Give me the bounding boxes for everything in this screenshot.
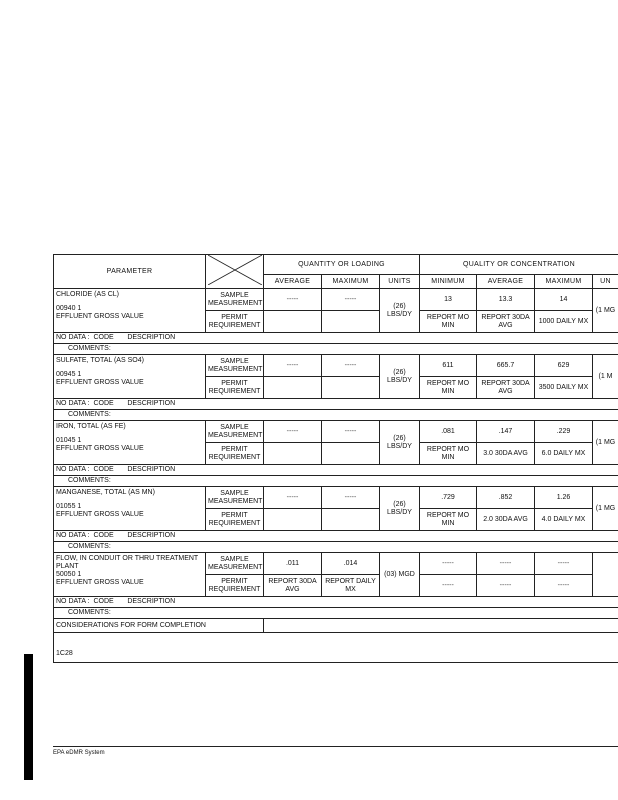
sample-value: .852 bbox=[477, 487, 535, 509]
parameter-header: PARAMETER bbox=[54, 255, 206, 289]
comments-label: COMMENTS: bbox=[68, 411, 111, 418]
sample-value: ----- bbox=[322, 289, 380, 311]
permit-value: REPORT MO MIN bbox=[420, 311, 477, 333]
parameter-cell bbox=[54, 355, 206, 399]
permit-value bbox=[264, 311, 322, 333]
sample-value: ----- bbox=[322, 355, 380, 377]
parameter-cell bbox=[54, 421, 206, 465]
permit-value: REPORT DAILY MX bbox=[322, 575, 380, 597]
permit-value: REPORT MO MIN bbox=[420, 443, 477, 465]
permit-value: 1000 DAILY MX bbox=[535, 311, 593, 333]
permit-value: 3500 DAILY MX bbox=[535, 377, 593, 399]
permit-value: REPORT MO MIN bbox=[420, 509, 477, 531]
description-label: DESCRIPTION bbox=[127, 334, 176, 341]
permit-value bbox=[322, 509, 380, 531]
units-cell: (26) LBS/DY bbox=[380, 289, 420, 333]
parameter-code: 00940 1 bbox=[56, 305, 82, 312]
permit-value: ----- bbox=[535, 575, 593, 597]
units-header: UNITS bbox=[380, 275, 420, 289]
sample-value: ----- bbox=[264, 355, 322, 377]
sample-value: .014 bbox=[322, 553, 380, 575]
parameter-name: FLOW, IN CONDUIT OR THRU TREATMENT PLANT bbox=[56, 555, 199, 570]
code-label: CODE bbox=[93, 532, 114, 539]
sample-value: ----- bbox=[535, 553, 593, 575]
sample-value: ----- bbox=[264, 289, 322, 311]
parameter-name: MANGANESE, TOTAL (AS MN) bbox=[56, 489, 155, 496]
code-label: CODE bbox=[93, 334, 114, 341]
units2-cell: (1 MG bbox=[593, 487, 618, 531]
permit-label: PERMIT REQUIREMENT bbox=[206, 377, 264, 399]
permit-label: PERMIT REQUIREMENT bbox=[206, 443, 264, 465]
units2-cell: (1 M bbox=[593, 355, 618, 399]
units-cell: (03) MGD bbox=[380, 553, 420, 597]
sample-value: 13.3 bbox=[477, 289, 535, 311]
permit-value bbox=[264, 509, 322, 531]
system-footer: EPA eDMR System bbox=[53, 750, 105, 756]
permit-value bbox=[322, 377, 380, 399]
permit-value bbox=[322, 311, 380, 333]
sample-label: SAMPLE MEASUREMENT bbox=[206, 421, 264, 443]
sample-value: .229 bbox=[535, 421, 593, 443]
comments-row bbox=[54, 344, 618, 355]
comments-row bbox=[54, 476, 618, 487]
description-label: DESCRIPTION bbox=[127, 598, 176, 605]
description-label: DESCRIPTION bbox=[127, 400, 176, 407]
footer-rule bbox=[53, 746, 618, 747]
permit-value: REPORT MO MIN bbox=[420, 377, 477, 399]
no-data-label: NO DATA : bbox=[56, 334, 90, 341]
sample-label: SAMPLE MEASUREMENT bbox=[206, 355, 264, 377]
sample-value: 665.7 bbox=[477, 355, 535, 377]
description-label: DESCRIPTION bbox=[127, 532, 176, 539]
quantity-header: QUANTITY OR LOADING bbox=[264, 255, 420, 275]
considerations-code: 1C28 bbox=[56, 650, 73, 657]
sample-value: 1.26 bbox=[535, 487, 593, 509]
sample-label: SAMPLE MEASUREMENT bbox=[206, 487, 264, 509]
permit-value bbox=[322, 443, 380, 465]
units2-cell: (1 MG bbox=[593, 421, 618, 465]
description-label: DESCRIPTION bbox=[127, 466, 176, 473]
parameter-code: 00945 1 bbox=[56, 371, 82, 378]
sample-value: 13 bbox=[420, 289, 477, 311]
permit-value: 2.0 30DA AVG bbox=[477, 509, 535, 531]
no-data-row bbox=[54, 399, 618, 410]
sample-value: 611 bbox=[420, 355, 477, 377]
considerations-header: CONSIDERATIONS FOR FORM COMPLETION bbox=[54, 619, 264, 633]
maximum-header: MAXIMUM bbox=[322, 275, 380, 289]
parameter-value-type: EFFLUENT GROSS VALUE bbox=[56, 511, 144, 518]
permit-value: REPORT 30DA AVG bbox=[477, 377, 535, 399]
code-label: CODE bbox=[93, 400, 114, 407]
sample-value: ----- bbox=[420, 553, 477, 575]
parameter-code: 01055 1 bbox=[56, 503, 82, 510]
maximum2-header: MAXIMUM bbox=[535, 275, 593, 289]
units2-cell: (1 MG bbox=[593, 289, 618, 333]
no-data-row bbox=[54, 531, 618, 542]
parameter-name: IRON, TOTAL (AS FE) bbox=[56, 423, 126, 430]
no-data-label: NO DATA : bbox=[56, 532, 90, 539]
sample-label: SAMPLE MEASUREMENT bbox=[206, 553, 264, 575]
considerations-body bbox=[54, 633, 618, 663]
sample-value: ----- bbox=[264, 421, 322, 443]
sample-label: SAMPLE MEASUREMENT bbox=[206, 289, 264, 311]
permit-value: 4.0 DAILY MX bbox=[535, 509, 593, 531]
parameter-cell bbox=[54, 487, 206, 531]
no-data-label: NO DATA : bbox=[56, 466, 90, 473]
permit-value: REPORT 30DA AVG bbox=[477, 311, 535, 333]
units2-cell bbox=[593, 553, 618, 597]
considerations-blank bbox=[264, 619, 618, 633]
parameter-value-type: EFFLUENT GROSS VALUE bbox=[56, 313, 144, 320]
parameter-code: 01045 1 bbox=[56, 437, 82, 444]
comments-row bbox=[54, 410, 618, 421]
code-label: CODE bbox=[93, 466, 114, 473]
units-cell: (26) LBS/DY bbox=[380, 487, 420, 531]
no-data-label: NO DATA : bbox=[56, 598, 90, 605]
comments-label: COMMENTS: bbox=[68, 477, 111, 484]
no-data-label: NO DATA : bbox=[56, 400, 90, 407]
comments-label: COMMENTS: bbox=[68, 609, 111, 616]
sample-value: ----- bbox=[477, 553, 535, 575]
permit-value bbox=[264, 443, 322, 465]
parameter-code: 50050 1 bbox=[56, 571, 82, 578]
permit-value: 3.0 30DA AVG bbox=[477, 443, 535, 465]
code-label: CODE bbox=[93, 598, 114, 605]
parameter-value-type: EFFLUENT GROSS VALUE bbox=[56, 579, 144, 586]
permit-value: ----- bbox=[420, 575, 477, 597]
permit-label: PERMIT REQUIREMENT bbox=[206, 311, 264, 333]
sample-value: .011 bbox=[264, 553, 322, 575]
units-cell: (26) LBS/DY bbox=[380, 421, 420, 465]
permit-value bbox=[264, 377, 322, 399]
sample-value: 629 bbox=[535, 355, 593, 377]
parameter-cell bbox=[54, 553, 206, 597]
parameter-name: SULFATE, TOTAL (AS SO4) bbox=[56, 357, 144, 364]
sample-value: .147 bbox=[477, 421, 535, 443]
comments-row bbox=[54, 608, 618, 619]
no-data-row bbox=[54, 333, 618, 344]
parameter-name: CHLORIDE (AS CL) bbox=[56, 291, 120, 298]
sample-value: ----- bbox=[322, 487, 380, 509]
concentration-header: QUALITY OR CONCENTRATION bbox=[420, 255, 618, 275]
x-box-header bbox=[206, 255, 264, 289]
x-mark-icon bbox=[208, 255, 262, 285]
no-data-row bbox=[54, 465, 618, 476]
minimum-header: MINIMUM bbox=[420, 275, 477, 289]
parameter-value-type: EFFLUENT GROSS VALUE bbox=[56, 445, 144, 452]
comments-label: COMMENTS: bbox=[68, 345, 111, 352]
sample-value: 14 bbox=[535, 289, 593, 311]
sample-value: .729 bbox=[420, 487, 477, 509]
permit-label: PERMIT REQUIREMENT bbox=[206, 575, 264, 597]
dmr-form-table bbox=[53, 254, 618, 663]
sample-value: ----- bbox=[264, 487, 322, 509]
comments-label: COMMENTS: bbox=[68, 543, 111, 550]
parameter-value-type: EFFLUENT GROSS VALUE bbox=[56, 379, 144, 386]
permit-value: 6.0 DAILY MX bbox=[535, 443, 593, 465]
average2-header: AVERAGE bbox=[477, 275, 535, 289]
no-data-row bbox=[54, 597, 618, 608]
comments-row bbox=[54, 542, 618, 553]
permit-value: ----- bbox=[477, 575, 535, 597]
permit-label: PERMIT REQUIREMENT bbox=[206, 509, 264, 531]
units2-header: UN bbox=[593, 275, 618, 289]
sample-value: .081 bbox=[420, 421, 477, 443]
parameter-cell bbox=[54, 289, 206, 333]
scan-edge-bar bbox=[24, 654, 33, 780]
permit-value: REPORT 30DA AVG bbox=[264, 575, 322, 597]
average-header: AVERAGE bbox=[264, 275, 322, 289]
units-cell: (26) LBS/DY bbox=[380, 355, 420, 399]
sample-value: ----- bbox=[322, 421, 380, 443]
